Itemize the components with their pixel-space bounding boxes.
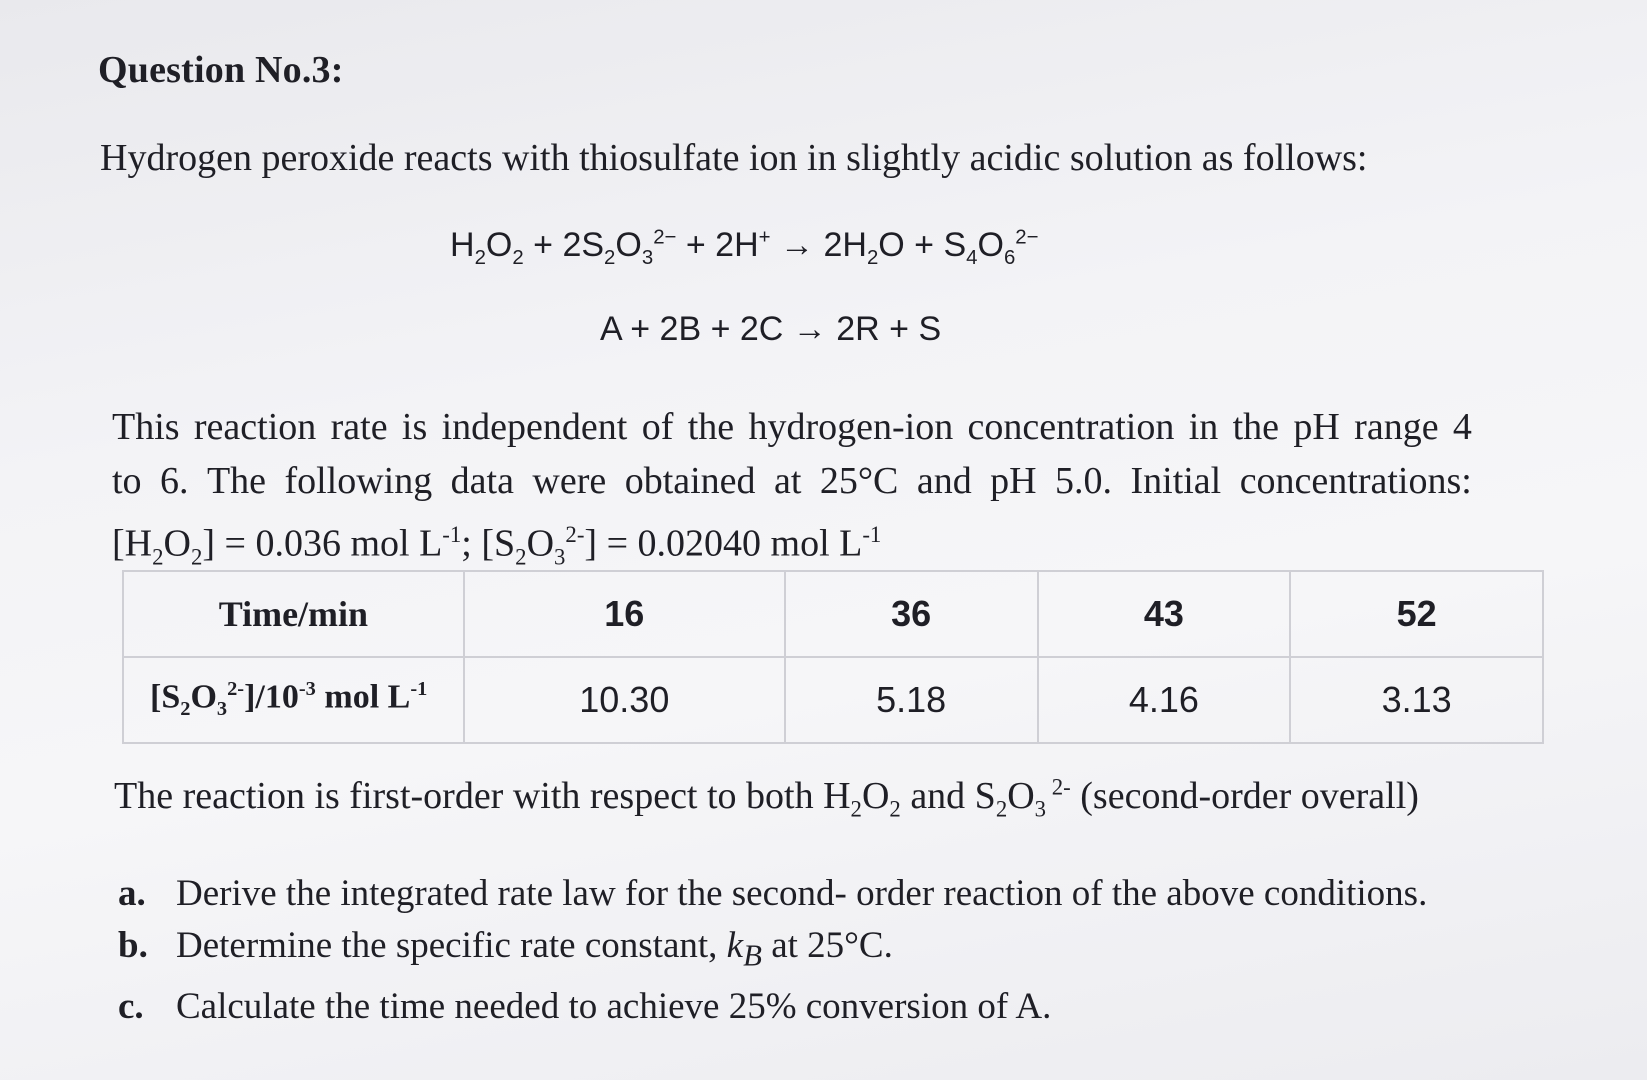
- paragraph-word: This: [112, 406, 180, 448]
- table-time-cell: 52: [1290, 571, 1543, 657]
- question-text: Derive the integrated rate law for the second- order reaction of the above conditions.: [176, 873, 1428, 914]
- paragraph-word: independent: [441, 406, 628, 448]
- table-row-label: $[S_2O_3^{2-}]/10^{-3}$ mol $L^{-1}$: [123, 657, 464, 743]
- paragraph-word: in: [1188, 406, 1219, 448]
- paragraph-word: range: [1354, 406, 1439, 448]
- paragraph-word: pH: [1293, 406, 1340, 448]
- paragraph-word: concentrations:: [1239, 460, 1472, 502]
- paragraph-line-3: $[H_2O_2] = 0.036$ mol $L^{-1}$; $[S_2O_3^{2-}] = 0.02040$ mol $L^{-1}$: [112, 522, 882, 570]
- question-text: Calculate the time needed to achieve 25% conversion of A.: [176, 986, 1052, 1028]
- paragraph-word: to: [112, 460, 142, 502]
- paragraph-word: of: [641, 406, 674, 448]
- question-letter: c.: [118, 986, 144, 1028]
- list-item: [118, 920, 1427, 981]
- table-time-cell: 16: [464, 571, 785, 657]
- question-letter: a.: [118, 873, 146, 914]
- paragraph-word: reaction: [193, 406, 317, 448]
- symbolic-equation: A + 2B + 2C → 2R + S: [600, 310, 942, 348]
- paragraph-word: concentration: [967, 406, 1175, 448]
- table-header-row: [123, 571, 1543, 657]
- table-time-cell: 43: [1038, 571, 1291, 657]
- paragraph-line-2: [112, 454, 1472, 508]
- conditions-paragraph: [112, 400, 1472, 584]
- chemical-equation: $H_2O_2 + 2S_2O_3^{2-} + 2H^+ \to 2H_2O + S_4O_6^{2-}$: [450, 226, 1039, 269]
- question-heading: Question No.3:: [98, 49, 344, 91]
- paragraph-word: obtained: [624, 460, 756, 502]
- list-item: [118, 981, 1427, 1033]
- table-concentration-cell: 10.30: [464, 657, 785, 743]
- paragraph-word: 25°C: [819, 460, 899, 502]
- table-concentration-cell: 4.16: [1038, 657, 1291, 743]
- paragraph-word: and: [916, 460, 972, 502]
- paragraph-word: 6.: [160, 460, 189, 502]
- paragraph-word: is: [401, 406, 428, 448]
- paragraph-word: the: [1232, 406, 1280, 448]
- table-time-cell: 36: [785, 571, 1038, 657]
- paragraph-word: 4: [1452, 406, 1472, 448]
- paragraph-line-1: [112, 400, 1472, 454]
- paragraph-word: the: [687, 406, 735, 448]
- question-text: Determine the specific rate constant, $k_B$ at 25°C.: [176, 925, 893, 973]
- list-item: [118, 868, 1427, 920]
- paragraph-word: hydrogen-ion: [748, 406, 954, 448]
- paragraph-word: 5.0.: [1055, 460, 1113, 502]
- data-table: [122, 570, 1544, 744]
- paragraph-word: were: [532, 460, 607, 502]
- paragraph-word: rate: [330, 406, 388, 448]
- paragraph-word: The: [206, 460, 267, 502]
- paragraph-word: pH: [990, 460, 1037, 502]
- intro-text: Hydrogen peroxide reacts with thiosulfate ion in slightly acidic solution as follows:: [100, 137, 1368, 179]
- paragraph-word: data: [450, 460, 514, 502]
- question-list: [118, 868, 1427, 1033]
- table-concentration-cell: 5.18: [785, 657, 1038, 743]
- table-concentration-cell: 3.13: [1290, 657, 1543, 743]
- paragraph-word: following: [284, 460, 433, 502]
- table-row: [123, 657, 1543, 743]
- paragraph-word: at: [773, 460, 802, 502]
- question-letter: b.: [118, 925, 148, 966]
- table-header-label: Time/min: [123, 571, 464, 657]
- paragraph-word: Initial: [1130, 460, 1222, 502]
- order-statement: The reaction is first-order with respect to both $H_2O_2$ and $S_2O_3$ $^{2-}$ (second-order overall): [114, 774, 1419, 822]
